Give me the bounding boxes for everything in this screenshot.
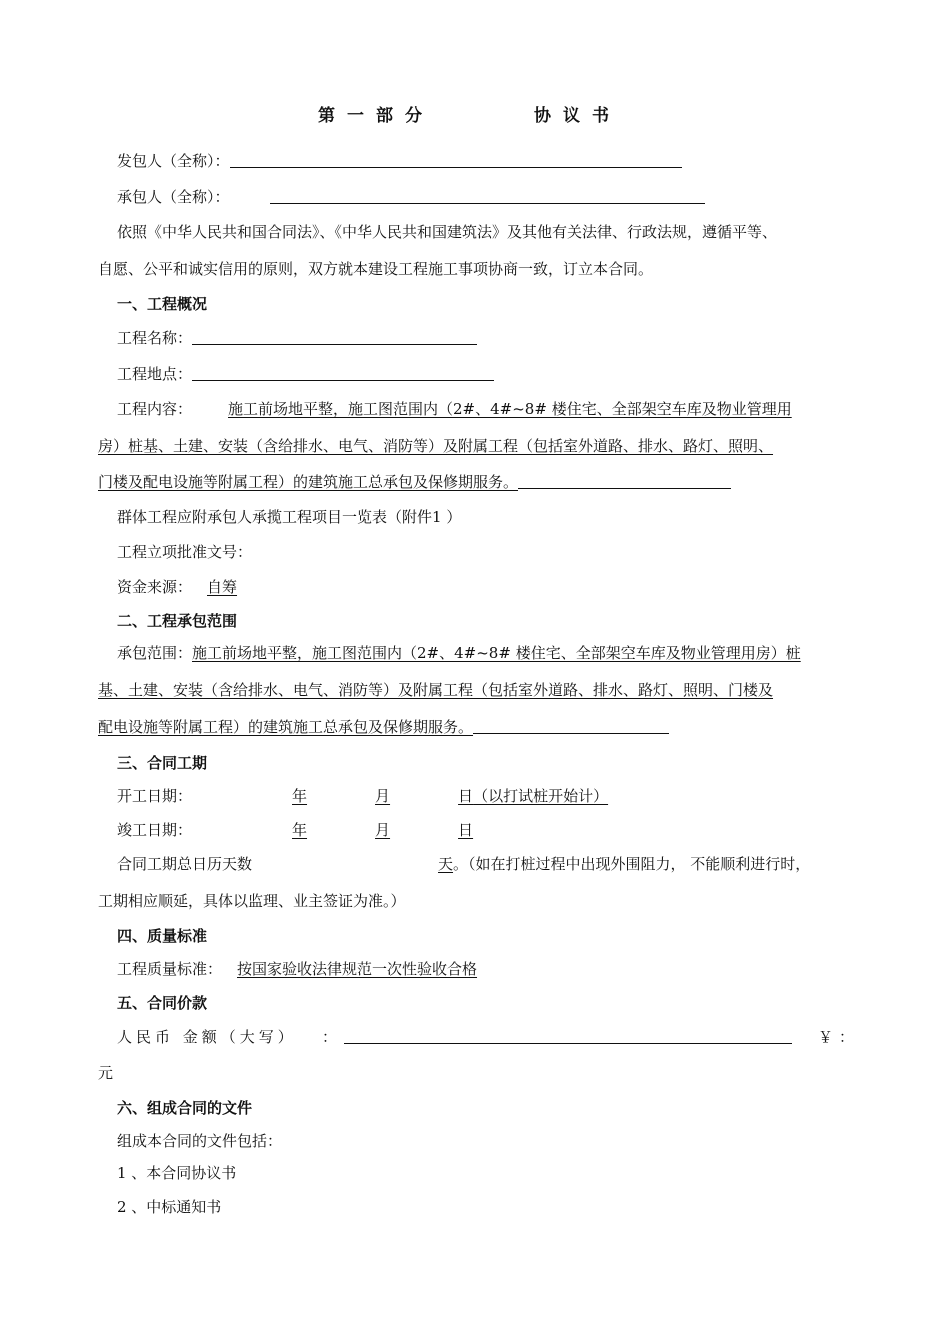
fund-row <box>117 577 237 597</box>
quality-row <box>117 959 510 979</box>
start-date-label: 开工日期： <box>117 787 193 805</box>
days-unit: 天 <box>438 855 454 873</box>
section-5-heading: 五、合同价款 <box>117 994 208 1012</box>
contractor-row <box>117 187 705 207</box>
project-content-line-2: 房）桩基、土建、安装（含给排水、电气、消防等）及附属工程（包括室外道路、排水、路灯、照明、 <box>98 437 774 455</box>
fund-label: 资金来源： <box>117 578 193 596</box>
employer-blank[interactable] <box>230 151 682 168</box>
group-note: 群体工程应附承包人承揽工程项目一览表（附件1 ） <box>117 508 462 526</box>
employer-label: 发包人（全称）： <box>117 152 230 170</box>
intro-line-1: 依照《中华人民共和国合同法》、《中华人民共和国建筑法》及其他有关法律、行政法规，遵循平等、 <box>117 223 778 241</box>
start-day: 日 <box>458 787 474 805</box>
project-name-row <box>117 328 477 348</box>
fund-value: 自筹 <box>207 578 238 596</box>
project-location-label: 工程地点： <box>117 365 193 383</box>
scope-line-3: 配电设施等附属工程）的建筑施工总承包及保修期服务。 <box>98 718 474 736</box>
employer-row <box>117 151 682 171</box>
project-content-row <box>117 399 792 419</box>
total-days-note-2: 工期相应顺延，具体以监理、业主签证为准。） <box>98 892 406 910</box>
scope-label: 承包范围： <box>117 644 193 662</box>
scope-row-3 <box>98 717 669 737</box>
intro-line-2: 自愿、公平和诚实信用的原则，双方就本建设工程施工事项协商一致，订立本合同。 <box>98 260 654 278</box>
quality-label: 工程质量标准： <box>117 960 223 978</box>
section-1-heading: 一、工程概况 <box>117 295 208 313</box>
amount-label: 人民币 金额（大写） <box>117 1028 297 1046</box>
section-4-heading: 四、质量标准 <box>117 927 208 945</box>
total-days-label: 合同工期总日历天数 <box>117 855 253 873</box>
project-content-row-3 <box>98 472 731 492</box>
approval-label: 工程立项批准文号： <box>117 543 253 561</box>
project-location-blank[interactable] <box>192 364 494 381</box>
total-days-field[interactable] <box>270 855 453 873</box>
end-year: 年 <box>292 821 308 839</box>
project-content-tail <box>518 472 731 489</box>
end-month: 月 <box>375 821 391 839</box>
end-date-row <box>117 820 473 840</box>
total-days-note: 。（如在打桩过程中出现外围阻力， 不能顺利进行时， <box>453 855 811 873</box>
quality-field <box>222 960 510 978</box>
scope-line-1: 施工前场地平整，施工图范围内（2#、4#~8# 楼住宅、全部架空车库及物业管理用房）桩 <box>192 644 801 662</box>
project-name-label: 工程名称： <box>117 329 193 347</box>
project-name-blank[interactable] <box>192 328 477 345</box>
amount-colon: ： <box>322 1028 338 1046</box>
start-date-row <box>117 786 680 806</box>
project-location-row <box>117 364 494 384</box>
scope-line-2: 基、土建、安装（含给排水、电气、消防等）及附属工程（包括室外道路、排水、路灯、照明、门楼及 <box>98 681 774 699</box>
total-days-row <box>117 854 810 874</box>
section-6-heading: 六、组成合同的文件 <box>117 1099 253 1117</box>
document-item-2: 2 、中标通知书 <box>117 1198 222 1216</box>
part-title: 第一部分 <box>318 106 434 126</box>
documents-intro: 组成本合同的文件包括： <box>117 1132 283 1150</box>
project-content-line-1: 施工前场地平整，施工图范围内（2#、4#~8# 楼住宅、全部架空车库及物业管理用 <box>228 400 792 418</box>
document-item-1: 1 、本合同协议书 <box>117 1164 237 1182</box>
start-year: 年 <box>292 787 308 805</box>
scope-row <box>117 643 801 663</box>
document-title: 协议书 <box>534 106 621 126</box>
start-date-fields[interactable] <box>192 787 680 805</box>
amount-yuan: 元 <box>98 1064 114 1082</box>
quality-value: 按国家验收法律规范一次性验收合格 <box>237 960 478 978</box>
section-3-heading: 三、合同工期 <box>117 754 208 772</box>
project-content-line-3: 门楼及配电设施等附属工程）的建筑施工总承包及保修期服务。 <box>98 473 519 491</box>
scope-tail <box>473 717 669 734</box>
section-2-heading: 二、工程承包范围 <box>117 612 238 630</box>
end-date-fields[interactable] <box>192 821 473 839</box>
amount-yen: ￥： <box>818 1028 861 1046</box>
contractor-blank[interactable] <box>270 187 705 204</box>
amount-blank[interactable] <box>344 1043 792 1044</box>
end-day: 日 <box>458 821 474 839</box>
end-date-label: 竣工日期： <box>117 821 193 839</box>
contractor-label: 承包人（全称）： <box>117 188 230 206</box>
project-content-label: 工程内容： <box>117 400 193 418</box>
start-note: （以打试桩开始计） <box>473 787 609 805</box>
start-month: 月 <box>375 787 391 805</box>
